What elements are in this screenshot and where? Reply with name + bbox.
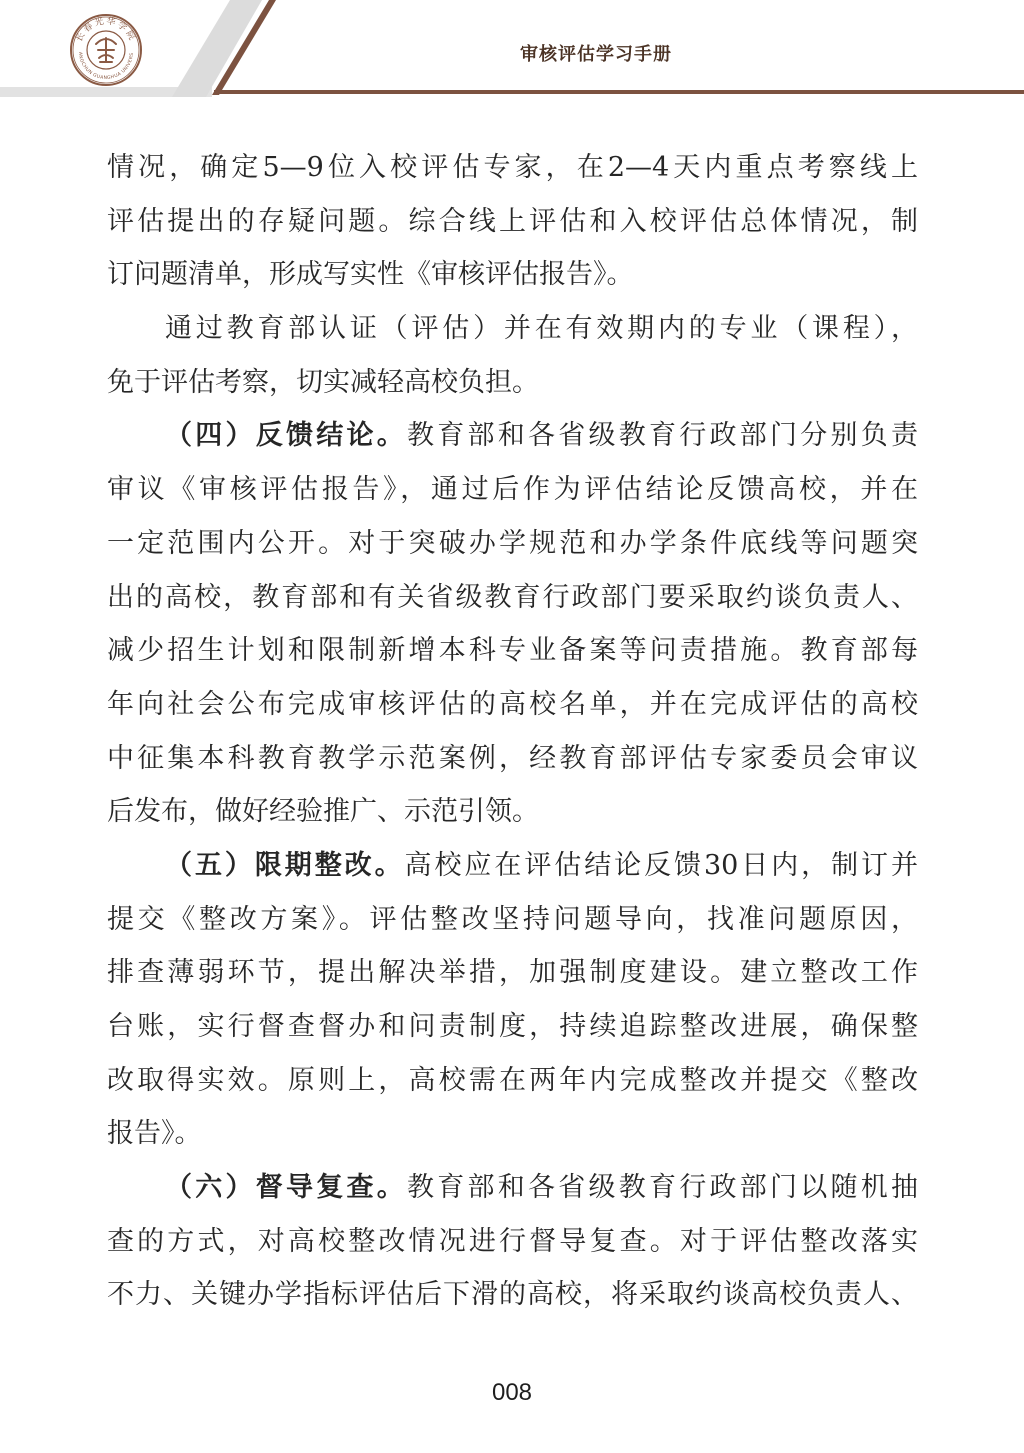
page-number: 008 (491, 1379, 533, 1406)
text-line: 改取得实效。原则上，高校需在两年内完成整改并提交《整改 (107, 1064, 918, 1096)
seal-emblem (96, 38, 116, 62)
text-line: 一定范围内公开。对于突破办学规范和办学条件底线等问题突 (107, 527, 918, 559)
text-line: 免于评估考察，切实减轻高校负担。 (107, 366, 539, 398)
text-line: 情况，确定5—9位入校评估专家，在2—4天内重点考察线上 (107, 152, 918, 183)
text-line: 审议《审核评估报告》，通过后作为评估结论反馈高校，并在 (107, 474, 918, 506)
text-line: 报告》。 (107, 1118, 202, 1150)
text-line: 后发布，做好经验推广、示范引领。 (107, 796, 539, 828)
text-line: 中征集本科教育教学示范案例，经教育部评估专家委员会审议 (107, 742, 918, 774)
section-heading: （六）督导复查。 (165, 1172, 407, 1204)
section-heading-line-feedback: （四）反馈结论。教育部和各省级教育行政部门分别负责 (165, 420, 918, 452)
text-line: 减少招生计划和限制新增本科专业备案等问责措施。教育部每 (107, 635, 918, 667)
body-text (107, 141, 918, 1322)
section-heading: （四）反馈结论。 (165, 420, 407, 452)
text-line: 排查薄弱环节，提出解决举措，加强制度建设。建立整改工作 (107, 957, 918, 989)
section-heading: （五）限期整改。 (165, 849, 405, 881)
university-seal-icon (0, 0, 141, 85)
header-gray-diagonal-stripe (172, 0, 262, 97)
text-line: 查的方式，对高校整改情况进行督导复查。对于评估整改落实 (107, 1225, 918, 1257)
header-brown-rule (214, 90, 1024, 94)
text-line: 订问题清单，形成写实性《审核评估报告》。 (107, 259, 634, 291)
section-heading-line-rectification: （五）限期整改。高校应在评估结论反馈30日内，制订并 (165, 849, 918, 881)
header-title: 审核评估学习手册 (520, 44, 672, 65)
text-line: 提交《整改方案》。评估整改坚持问题导向，找准问题原因， (107, 903, 918, 935)
paragraph-start-line: 通过教育部认证（评估）并在有效期内的专业（课程）， (165, 313, 918, 345)
text-line: 台账，实行督查督办和问责制度，持续追踪整改进展，确保整 (107, 1011, 918, 1042)
seal-name-cn: 长春光华学院 (74, 16, 138, 44)
seal-name-en: ANGCHUN GUANGHUA UNIVERS (76, 51, 136, 82)
text-line: 出的高校，教育部和有关省级教育行政部门要采取约谈负责人、 (107, 581, 918, 613)
text-line: 不力、关键办学指标评估后下滑的高校，将采取约谈高校负责人、 (107, 1279, 918, 1311)
text-line: 年向社会公布完成审核评估的高校名单，并在完成评估的高校 (107, 688, 918, 720)
text-line: 评估提出的存疑问题。综合线上评估和入校评估总体情况，制 (107, 205, 918, 237)
section-heading-line-review: （六）督导复查。教育部和各省级教育行政部门以随机抽 (165, 1172, 918, 1204)
